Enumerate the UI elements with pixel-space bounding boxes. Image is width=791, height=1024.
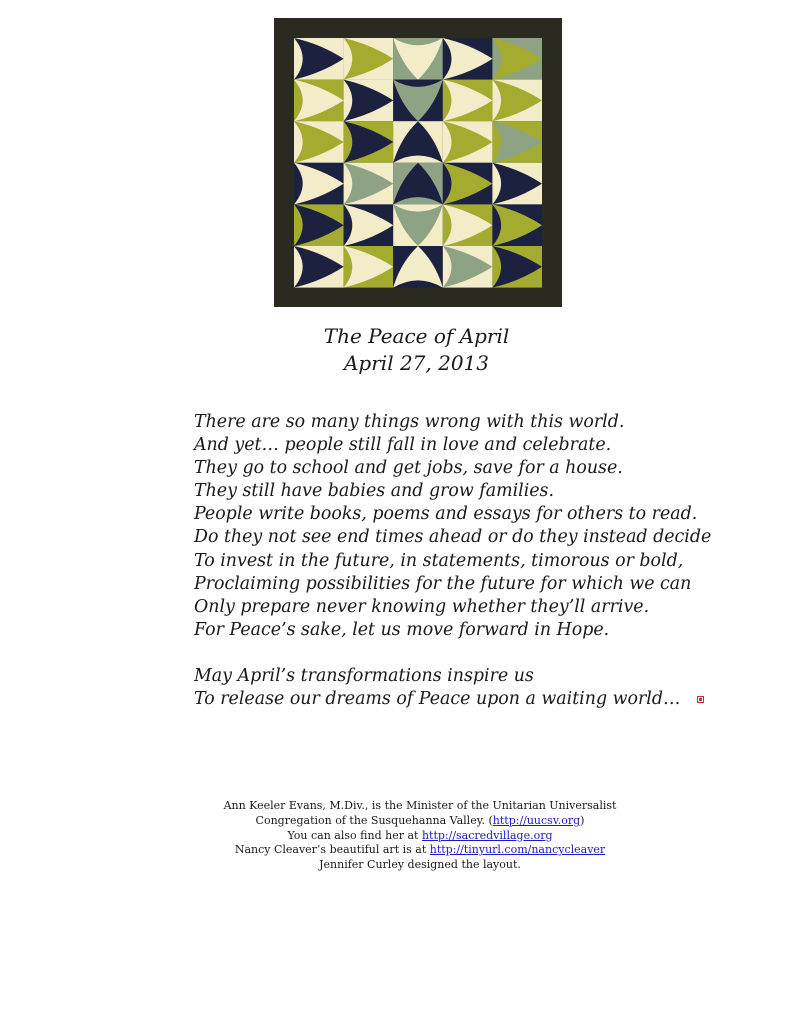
credit-text: You can also find her at [287, 828, 422, 842]
poem-line: For Peace’s sake, let us move forward in Hope. [194, 619, 610, 640]
poem-line: Proclaiming possibilities for the future for which we can [194, 573, 692, 594]
nancycleaver-link[interactable]: http://tinyurl.com/nancycleaver [429, 843, 606, 857]
uucsv-link[interactable]: http://uucsv.org [492, 813, 581, 827]
credits [120, 799, 720, 873]
broken-image-icon [697, 696, 704, 703]
poem-body [194, 411, 774, 711]
poem-line: To release our dreams of Peace upon a waiting world… [194, 689, 681, 710]
poem-title: The Peace of April [323, 324, 510, 348]
credit-text: Congregation of the Susquehanna Valley. ( [255, 813, 493, 827]
credit-sacredvillage [120, 829, 720, 844]
sacredvillage-link[interactable]: http://sacredvillage.org [421, 828, 553, 842]
poem-line: They go to school and get jobs, save for a house. [194, 458, 623, 479]
credit-text: ) [580, 813, 585, 827]
credit-congregation [120, 814, 720, 829]
poem-line: May April’s transformations inspire us [194, 665, 534, 686]
poem-line: Only prepare never knowing whether they’ll arrive. [194, 596, 650, 617]
poem-line: To invest in the future, in statements, timorous or bold, [194, 550, 684, 571]
stanza-break [194, 642, 774, 665]
credit-text: Nancy Cleaver’s beautiful art is at [234, 843, 430, 857]
poem-line: People write books, poems and essays for others to read. [194, 504, 698, 525]
poem-line: And yet… people still fall in love and celebrate. [194, 435, 612, 456]
poem-line: Do they not see end times ahead or do they instead decide [194, 527, 712, 548]
quilt-pattern [274, 18, 562, 307]
quilt-artwork [274, 18, 562, 307]
credit-author: Ann Keeler Evans, M.Div., is the Minister of the Unitarian Universalist [223, 799, 617, 812]
poem-date: April 27, 2013 [343, 351, 490, 375]
poem-line: There are so many things wrong with this world. [194, 412, 625, 432]
credit-artist [120, 843, 720, 858]
credit-layout: Jennifer Curley designed the layout. [319, 858, 521, 872]
poem-line: They still have babies and grow families. [194, 481, 555, 502]
